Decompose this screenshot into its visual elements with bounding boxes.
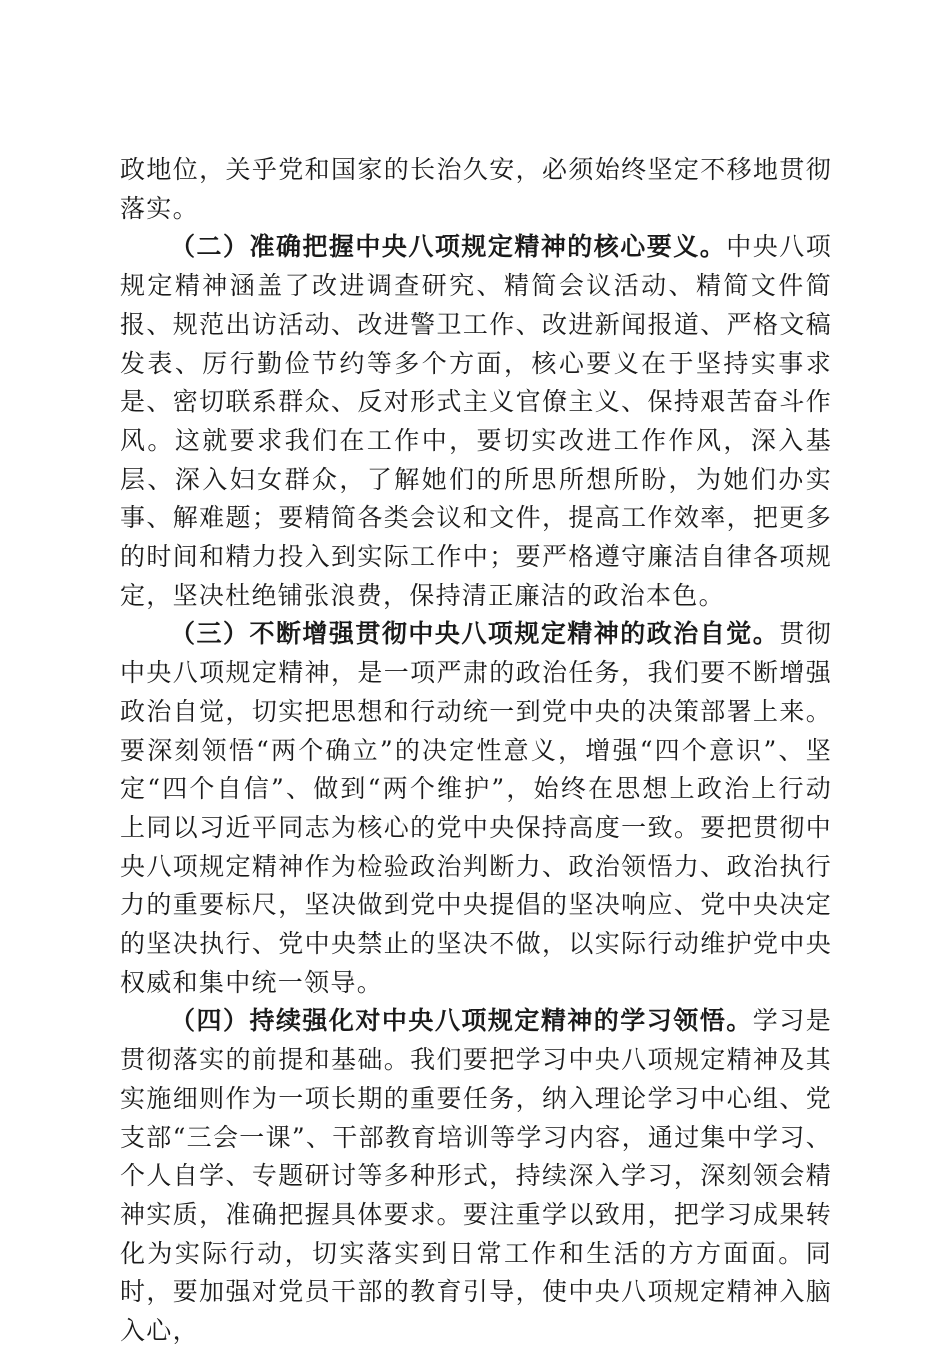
- section-heading: （二）准确把握中央八项规定精神的核心要义。: [170, 232, 727, 262]
- section-heading: （三）不断增强贯彻中央八项规定精神的政治自觉。: [170, 619, 780, 649]
- document-page: [120, 151, 832, 1351]
- paragraph-section-2: [120, 228, 832, 615]
- paragraph-body: 贯彻中央八项规定精神，是一项严肃的政治任务，我们要不断增强政治自觉，切实把思想和行动统一到党中央的决策部署上来。要深刻领悟“两个确立”的决定性意义，增强“四个意识”、坚定“四个自信”、做到“两个维护”，始终在思想上政治上行动上同以习近平同志为核心的党中央保持高度一致。要把贯彻中央八项规定精神作为检验政治判断力、政治领悟力、政治执行力的重要标尺，坚决做到党中央提倡的坚决响应、党中央决定的坚决执行、党中央禁止的坚决不做，以实际行动维护党中央权威和集中统一领导。: [120, 619, 832, 997]
- paragraph-body: 政地位，关乎党和国家的长治久安，必须始终坚定不移地贯彻落实。: [120, 155, 832, 223]
- paragraph-continuation: [120, 151, 832, 228]
- paragraph-body: 中央八项规定精神涵盖了改进调查研究、精简会议活动、精简文件简报、规范出访活动、改进警卫工作、改进新闻报道、严格文稿发表、厉行勤俭节约等多个方面，核心要义在于坚持实事求是、密切联系群众、反对形式主义官僚主义、保持艰苦奋斗作风。这就要求我们在工作中，要切实改进工作作风，深入基层、深入妇女群众，了解她们的所思所想所盼，为她们办实事、解难题；要精简各类会议和文件，提高工作效率，把更多的时间和精力投入到实际工作中；要严格遵守廉洁自律各项规定，坚决杜绝铺张浪费，保持清正廉洁的政治本色。: [120, 232, 832, 610]
- section-heading: （四）持续强化对中央八项规定精神的学习领悟。: [170, 1006, 753, 1036]
- paragraph-section-4: [120, 1002, 832, 1350]
- paragraph-body: 学习是贯彻落实的前提和基础。我们要把学习中央八项规定精神及其实施细则作为一项长期的重要任务，纳入理论学习中心组、党支部“三会一课”、干部教育培训等学习内容，通过集中学习、个人自学、专题研讨等多种形式，持续深入学习，深刻领会精神实质，准确把握具体要求。要注重学以致用，把学习成果转化为实际行动，切实落实到日常工作和生活的方方面面。同时，要加强对党员干部的教育引导，使中央八项规定精神入脑入心，: [120, 1006, 832, 1346]
- paragraph-section-3: [120, 615, 832, 1002]
